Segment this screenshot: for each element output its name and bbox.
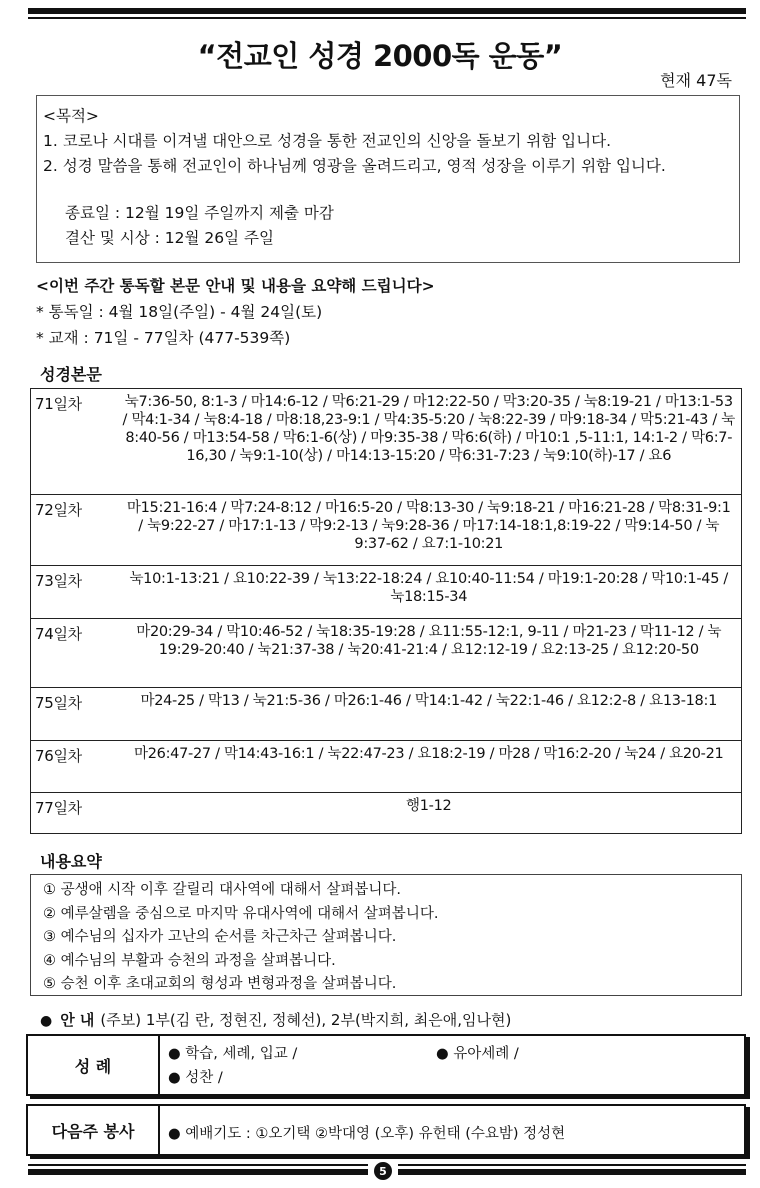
day-cell: 75일차	[31, 688, 117, 741]
reading-count: 현재 47독	[660, 71, 732, 90]
deadline-text: 종료일 : 12월 19일 주일까지 제출 마감	[65, 204, 334, 222]
table-row	[31, 741, 742, 793]
notice-text: (주보) 1부(김 란, 정현진, 정혜선), 2부(박지희, 최은애,임나현)	[100, 1011, 512, 1029]
next-service-box	[26, 1104, 746, 1156]
day-cell: 74일차	[31, 619, 117, 688]
next-service-label: 다음주 봉사	[28, 1106, 160, 1154]
page-number: 5	[374, 1162, 392, 1180]
table-row	[31, 389, 742, 495]
next-service-content	[168, 1106, 744, 1154]
refs-cell: 눅7:36-50, 8:1-3 / 마14:6-12 / 막6:21-29 / 마12:22-50 / 막3:20-35 / 눅8:19-21 / 마13:1-53 / 막4:1-34 / 눅8:4-18 / 마8:18,23-9:1 / 막4:35-5:20 / 눅8:22-39 / 마9:18-34 / 막5:21-43 / 눅8:40-56 / 마13:54-58 / 막6:1-6(상) / 마9:35-38 / 막6:6(하) / 마10:1 ,5-11:1, 14:1-2 / 막6:7-16,30 / 눅9:1-10(상) / 마14:13-15:20 / 막6:31-7:23 / 눅9:10(하)-17 / 요6	[117, 389, 742, 495]
refs-cell: 눅10:1-13:21 / 요10:22-39 / 눅13:22-18:24 / 요10:40-11:54 / 마19:1-20:28 / 막10:1-45 / 눅18:15-34	[117, 566, 742, 619]
table-row	[31, 619, 742, 688]
summary-item: ⑤ 승천 이후 초대교회의 형성과 변형과정을 살펴봅니다.	[43, 976, 397, 992]
refs-cell: 마15:21-16:4 / 막7:24-8:12 / 마16:5-20 / 막8:13-30 / 눅9:18-21 / 마16:21-28 / 막8:31-9:1 / 눅9:22-27 / 마17:1-13 / 막9:2-13 / 눅9:28-36 / 마17:14-18:1,8:19-22 / 막9:14-50 / 눅9:37-62 / 요7:1-10:21	[117, 495, 742, 566]
sacrament-item-3: ● 성찬 /	[168, 1070, 223, 1086]
purpose-box	[36, 95, 740, 263]
table-row	[31, 495, 742, 566]
day-cell: 77일차	[31, 793, 117, 834]
sacrament-content	[168, 1036, 744, 1094]
sacrament-box	[26, 1034, 746, 1096]
bottom-rule-thin-right	[398, 1164, 746, 1166]
table-row	[31, 793, 742, 834]
day-cell: 73일차	[31, 566, 117, 619]
table-row	[31, 688, 742, 741]
refs-cell: 마20:29-34 / 막10:46-52 / 눅18:35-19:28 / 요11:55-12:1, 9-11 / 마21-23 / 막11-12 / 눅19:29-20:40 / 눅21:37-38 / 눅20:41-21:4 / 요12:12-19 / 요2:13-25 / 요12:20-50	[117, 619, 742, 688]
next-service-text: ● 예배기도 : ①오기택 ②박대영 (오후) 유헌태 (수요밤) 정성현	[168, 1126, 566, 1142]
bottom-rule-thick-right	[398, 1169, 746, 1175]
sacrament-item-1: ● 학습, 세례, 입교 /	[168, 1046, 298, 1062]
top-rule-thick	[28, 8, 746, 14]
sacrament-item-2: ● 유아세례 /	[436, 1046, 519, 1062]
summary-item: ③ 예수님의 십자가 고난의 순서를 차근차근 살펴봅니다.	[43, 929, 397, 945]
notice-line	[40, 1009, 511, 1030]
refs-cell: 마24-25 / 막13 / 눅21:5-36 / 마26:1-46 / 막14:1-42 / 눅22:1-46 / 요12:2-8 / 요13-18:1	[117, 688, 742, 741]
readings-title: 성경본문	[40, 365, 102, 384]
summary-title: 내용요약	[40, 852, 102, 871]
day-cell: 72일차	[31, 495, 117, 566]
summary-item: ① 공생애 시작 이후 갈릴리 대사역에 대해서 살펴봅니다.	[43, 882, 402, 898]
table-row	[31, 566, 742, 619]
purpose-line-2: 2. 성경 말씀을 통해 전교인이 하나님께 영광을 올려드리고, 영적 성장을 이루기 위함 입니다.	[43, 157, 666, 175]
refs-cell: 행1-12	[117, 793, 742, 834]
bottom-rule-thick-left	[28, 1169, 368, 1175]
summary-item: ② 예루살렘을 중심으로 마지막 유대사역에 대해서 살펴봅니다.	[43, 905, 439, 922]
page-title: “전교인 성경 2000독 운동”	[197, 39, 563, 73]
purpose-line-1: 1. 코로나 시대를 이겨낼 대안으로 성경을 통한 전교인의 신앙을 돌보기 위함 입니다.	[43, 132, 612, 150]
sacrament-label: 성 례	[28, 1036, 160, 1094]
award-text: 결산 및 시상 : 12월 26일 주일	[65, 229, 274, 247]
bullet-icon: ●	[40, 1013, 53, 1029]
day-cell: 71일차	[31, 389, 117, 495]
top-rule-thin	[28, 17, 746, 19]
bottom-rule-thin-left	[28, 1164, 368, 1166]
textbook-pages: * 교재 : 71일 - 77일차 (477-539쪽)	[36, 329, 291, 347]
readings-table	[30, 388, 742, 834]
reading-period: * 통독일 : 4월 18일(주일) - 4월 24일(토)	[36, 303, 323, 321]
summary-item: ④ 예수님의 부활과 승천의 과정을 살펴봅니다.	[43, 952, 336, 969]
weekly-info	[36, 273, 435, 351]
day-cell: 76일차	[31, 741, 117, 793]
weekly-heading: <이번 주간 통독할 본문 안내 및 내용을 요약해 드립니다>	[36, 277, 435, 295]
summary-box	[30, 874, 742, 996]
notice-label: 안 내	[60, 1011, 95, 1029]
refs-cell: 마26:47-27 / 막14:43-16:1 / 눅22:47-23 / 요18:2-19 / 마28 / 막16:2-20 / 눅24 / 요20-21	[117, 741, 742, 793]
purpose-heading: <목적>	[43, 107, 99, 125]
